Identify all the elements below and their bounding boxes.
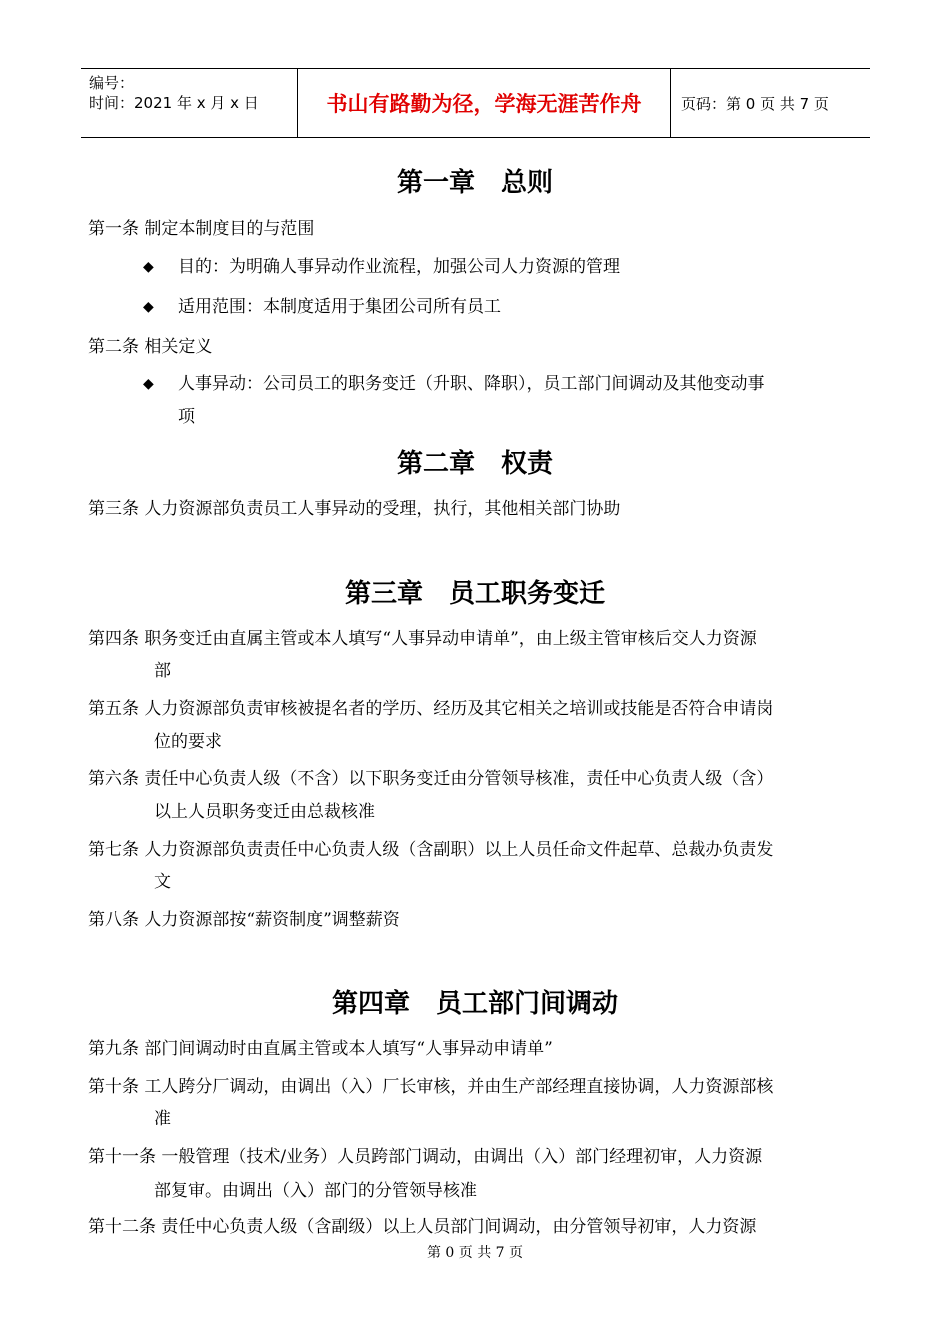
bullet-icon: ◆ [143, 259, 154, 275]
article-1: 第一条 制定本制度目的与范围 [88, 219, 315, 239]
header-meta [81, 69, 298, 137]
article-9: 第九条 部门间调动时由直属主管或本人填写“人事异动申请单” [88, 1039, 553, 1059]
article-5-cont: 位的要求 [154, 732, 222, 752]
article-1-bullet-2: 适用范围：本制度适用于集团公司所有员工 [178, 297, 501, 317]
article-8: 第八条 人力资源部按“薪资制度”调整薪资 [88, 910, 400, 930]
article-4: 第四条 职务变迁由直属主管或本人填写“人事异动申请单”，由上级主管审核后交人力资源 [88, 629, 757, 649]
article-1-bullet-1: 目的：为明确人事异动作业流程，加强公司人力资源的管理 [178, 257, 620, 277]
article-12: 第十二条 责任中心负责人级（含副级）以上人员部门间调动，由分管领导初审，人力资源 [88, 1217, 757, 1237]
bullet-icon: ◆ [143, 299, 154, 315]
chapter-title-3: 第三章 员工职务变迁 [344, 579, 605, 609]
article-6-cont: 以上人员职务变迁由总裁核准 [154, 802, 375, 822]
document-header [81, 68, 870, 138]
date-label: 时间：2021 年 x 月 x 日 [89, 94, 259, 112]
article-5: 第五条 人力资源部负责审核被提名者的学历、经历及其它相关之培训或技能是否符合申请岗 [88, 699, 774, 719]
chapter-title-4: 第四章 员工部门间调动 [331, 989, 618, 1019]
article-2-bullet-1: 人事异动：公司员工的职务变迁（升职、降职），员工部门间调动及其他变动事 [178, 374, 765, 394]
article-7: 第七条 人力资源部负责责任中心负责人级（含副职）以上人员任命文件起草、总裁办负责发 [88, 840, 774, 860]
article-10: 第十条 工人跨分厂调动，由调出（入）厂长审核，并由生产部经理直接协调，人力资源部核 [88, 1077, 774, 1097]
article-11: 第十一条 一般管理（技术/业务）人员跨部门调动，由调出（入）部门经理初审，人力资源 [88, 1147, 763, 1167]
article-7-cont: 文 [154, 872, 171, 892]
article-10-cont: 准 [154, 1109, 171, 1129]
page-footer: 第 0 页 共 7 页 [426, 1245, 524, 1261]
article-6: 第六条 责任中心负责人级（不含）以下职务变迁由分管领导核准，责任中心负责人级（含） [88, 769, 774, 789]
chapter-title-1: 第一章 总则 [396, 168, 553, 198]
article-3: 第三条 人力资源部负责员工人事异动的受理，执行，其他相关部门协助 [88, 499, 621, 519]
article-11-cont: 部复审。由调出（入）部门的分管领导核准 [154, 1181, 477, 1201]
article-2-bullet-1-cont: 项 [178, 407, 195, 427]
bullet-icon: ◆ [143, 376, 154, 392]
article-2: 第二条 相关定义 [88, 337, 213, 357]
number-label: 编号： [89, 74, 135, 92]
header-page-info: 页码：第 0 页 共 7 页 [681, 94, 829, 113]
chapter-title-2: 第二章 权责 [396, 449, 553, 479]
header-motto: 书山有路勤为径，学海无涯苦作舟 [298, 69, 671, 137]
article-4-cont: 部 [154, 661, 171, 681]
